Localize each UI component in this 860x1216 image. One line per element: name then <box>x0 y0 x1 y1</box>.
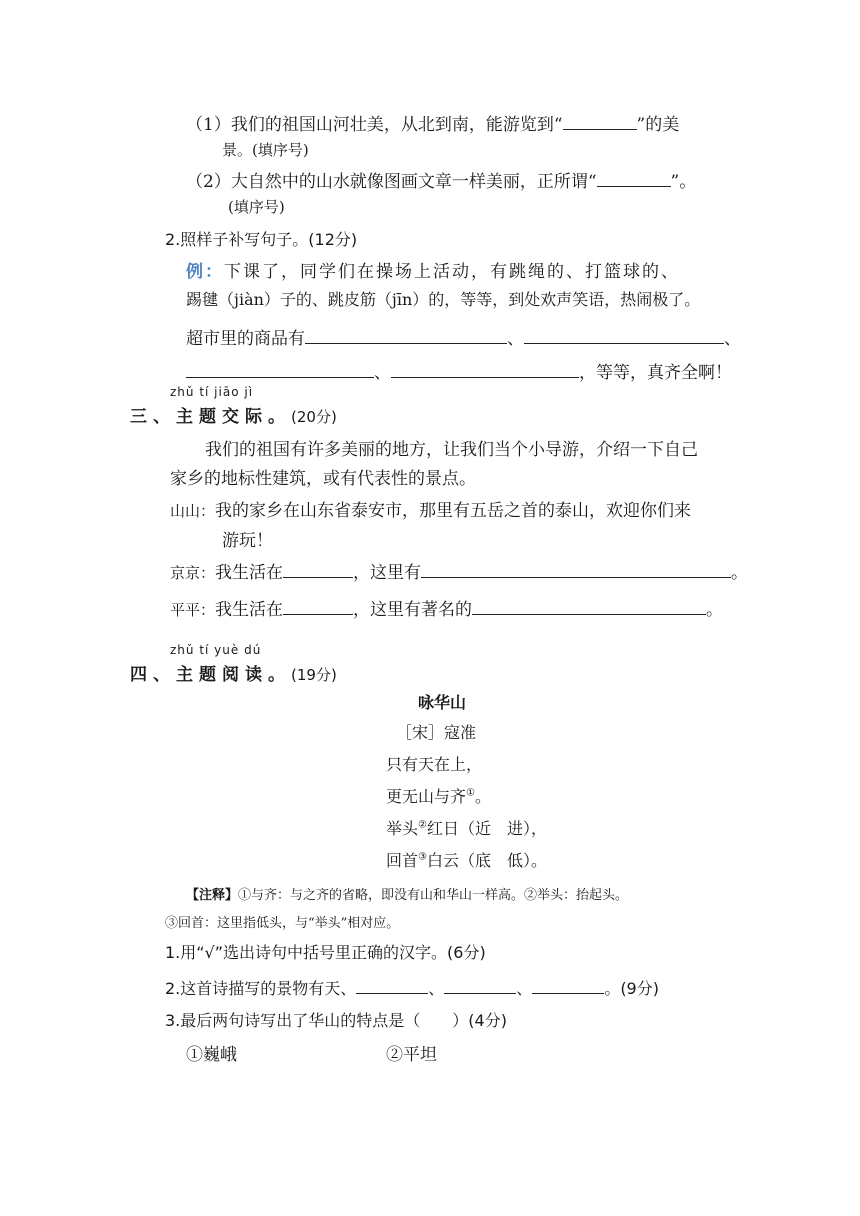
fill-blank-3[interactable] <box>186 360 374 378</box>
sec4-heading <box>130 660 337 685</box>
sec3-heading <box>130 402 337 427</box>
example-text-1: 下课了，同学们在操场上活动，有跳绳的、打篮球的、 <box>224 262 680 282</box>
item-2-text: （2）大自然中的山水就像图画文章一样美丽，正所谓“ <box>186 172 597 192</box>
note-line-2: ③回首：这里指低头，与“举头”相对应。 <box>165 916 400 931</box>
footnote-mark: ③ <box>418 851 427 863</box>
q2-sep: 、 <box>516 979 533 998</box>
item-2-text-end: ”。 <box>670 172 697 192</box>
item-2-line <box>186 167 696 192</box>
q2-blank-1[interactable] <box>356 976 428 994</box>
footnote-mark: ① <box>466 787 475 799</box>
q2-example-line2: 踢毽（jiàn）子的、跳皮筋（jīn）的，等等，到处欢声笑语，热闹极了。 <box>186 290 701 309</box>
sec4-title: 四、主题阅读。 <box>130 665 291 685</box>
sec3-score: (20分) <box>291 408 337 426</box>
footnote-mark: ② <box>418 819 427 831</box>
q2-fill-line1 <box>186 324 741 349</box>
item-2-hint: (填序号) <box>228 198 285 216</box>
sec3-intro-2: 家乡的地标性建筑，或有代表性的景点。 <box>170 469 476 489</box>
sec4-pinyin: zhǔ tí yuè dú <box>170 643 262 657</box>
fill-start: 超市里的商品有 <box>186 329 305 349</box>
q2-sep: 、 <box>428 979 445 998</box>
q2-title: 2.照样子补写句子。(12分) <box>165 230 358 249</box>
fill-sep: 、 <box>724 329 741 349</box>
item-1-text: （1）我们的祖国山河壮美，从北到南，能游览到“ <box>186 115 563 135</box>
poem-line-4 <box>386 848 547 871</box>
speaker-shanshan: 山山： <box>170 502 216 520</box>
sec4-q3: 3.最后两句诗写出了华山的特点是（ ）(4分) <box>165 1011 507 1030</box>
item-2-blank[interactable] <box>597 169 671 187</box>
fill-end: ，等等，真齐全啊！ <box>579 363 732 383</box>
jingjing-blank-sight[interactable] <box>421 560 731 578</box>
q2-example-line1 <box>186 257 680 282</box>
note-line-1 <box>186 884 628 903</box>
option-2[interactable]: ②平坦 <box>386 1045 437 1065</box>
q2-fill-line2 <box>186 358 732 383</box>
sec4-q1: 1.用“√”选出诗句中括号里正确的汉字。(6分) <box>165 943 486 962</box>
q2-blank-3[interactable] <box>532 976 604 994</box>
q2-text: 2.这首诗描写的景物有天、 <box>165 979 357 998</box>
q2-blank-2[interactable] <box>444 976 516 994</box>
shanshan-line <box>170 496 691 521</box>
pingping-text-2: ，这里有著名的 <box>353 600 473 620</box>
shanshan-text: 我的家乡在山东省泰安市，那里有五岳之首的泰山，欢迎你们来 <box>215 501 692 521</box>
poem-line-2-text: 更无山与齐 <box>386 787 467 806</box>
sec3-pinyin: zhǔ tí jiāo jì <box>170 385 254 399</box>
fill-blank-2[interactable] <box>524 326 724 344</box>
item-1-blank[interactable] <box>563 112 637 130</box>
poem-line-3-end[interactable]: 红日（近 进）， <box>426 819 547 838</box>
pingping-blank-sight[interactable] <box>472 597 706 615</box>
poem-line-2-end: 。 <box>474 787 491 806</box>
pingping-line <box>170 595 723 620</box>
sec4-q2 <box>165 976 659 999</box>
jingjing-text-2: ，这里有 <box>353 563 422 583</box>
poem-line-4-end[interactable]: 白云（底 低）。 <box>426 851 547 870</box>
jingjing-blank-place[interactable] <box>283 560 353 578</box>
example-label: 例： <box>186 262 224 282</box>
item-1-line <box>186 110 679 135</box>
note-label: 【注释】 <box>186 888 239 903</box>
poem-line-4-text: 回首 <box>386 851 419 870</box>
poem-line-3 <box>386 816 547 839</box>
item-1-text-end: ”的美 <box>636 115 680 135</box>
sec4-score: (19分) <box>291 666 337 684</box>
sec3-intro-1: 我们的祖国有许多美丽的地方，让我们当个小导游，介绍一下自己 <box>205 440 698 460</box>
q2-end: 。(9分) <box>604 979 659 998</box>
jingjing-line <box>170 558 748 583</box>
jingjing-end: 。 <box>731 563 749 583</box>
sec3-title: 三、主题交际。 <box>130 407 291 427</box>
fill-sep: 、 <box>507 329 524 349</box>
note-text-1: ①与齐：与之齐的省略，即没有山和华山一样高。②举头：抬起头。 <box>238 888 629 903</box>
pingping-text: 我生活在 <box>215 600 284 620</box>
pingping-blank-place[interactable] <box>283 597 353 615</box>
option-1[interactable]: ①巍峨 <box>186 1045 237 1065</box>
jingjing-text: 我生活在 <box>215 563 284 583</box>
item-1-hint: 景。(填序号) <box>222 141 309 159</box>
poem-title: 咏华山 <box>418 693 467 712</box>
poem-author: ［宋］寇准 <box>396 723 477 742</box>
shanshan-line-2: 游玩！ <box>222 531 273 551</box>
fill-blank-1[interactable] <box>305 326 507 344</box>
poem-line-1: 只有天在上， <box>386 755 483 774</box>
speaker-pingping: 平平： <box>170 601 216 619</box>
poem-line-3-text: 举头 <box>386 819 419 838</box>
speaker-jingjing: 京京： <box>170 564 216 582</box>
poem-line-2 <box>386 784 491 807</box>
fill-sep: 、 <box>374 363 391 383</box>
fill-blank-4[interactable] <box>391 360 579 378</box>
pingping-end: 。 <box>706 600 724 620</box>
